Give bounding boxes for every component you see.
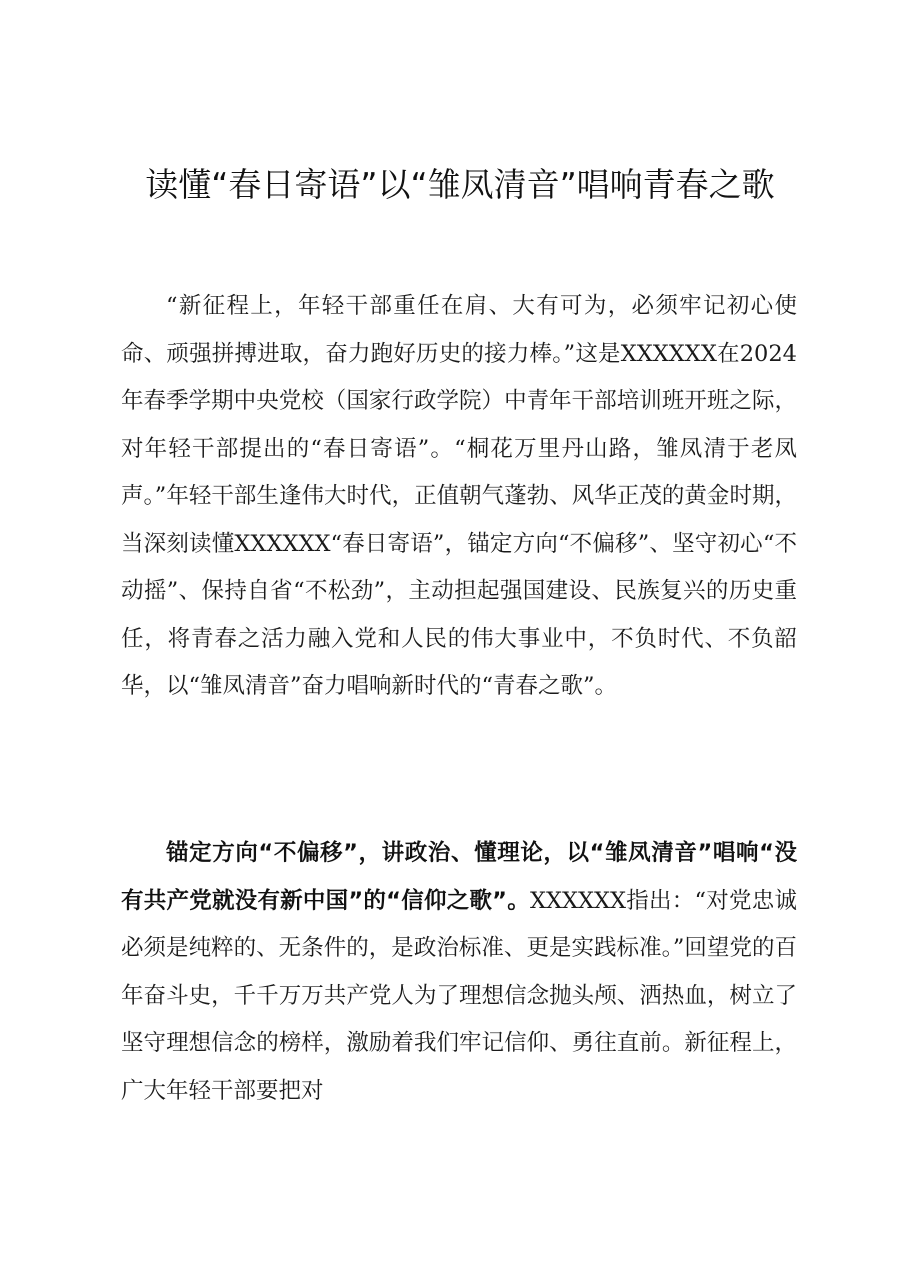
- paragraph-2-text: XXXXXX指出：“对党忠诚必须是纯粹的、无条件的，是政治标准、更是实践标准。”回望党的百年奋斗史，千千万万共产党人为了理想信念抛头颅、洒热血，树立了坚守理想信念的榜样，激励着我们牢记信仰、勇往直前。新征程上，广大年轻干部要把对: [121, 887, 797, 1104]
- paragraph-1-text: “新征程上，年轻干部重任在肩、大有可为，必须牢记初心使命、顽强拼搏进取，奋力跑好历史的接力棒。”这是XXXXXX在2024年春季学期中央党校（国家行政学院）中青年干部培训班开班之际，对年轻干部提出的“春日寄语”。“桐花万里丹山路，雏凤清于老凤声。”年轻干部生逢伟大时代，正值朝气蓬勃、风华正茂的黄金时期，当深刻读懂XXXXXX“春日寄语”，锚定方向“不偏移”、坚守初心“不动摇”、保持自省“不松劲”，主动担起强国建设、民族复兴的历史重任，将青春之活力融入党和人民的伟大事业中，不负时代、不负韶华，以“雏凤清音”奋力唱响新时代的“青春之歌”。: [121, 293, 797, 699]
- paragraph-1: [121, 283, 797, 711]
- article-title: 读懂“春日寄语”以“雏凤清音”唱响青春之歌: [145, 165, 775, 204]
- paragraph-2-lead: 锚定方向“不偏移”，讲政治、懂理论，以“雏凤清音”唱响“没有共产党就没有新中国”的“信仰之歌”。: [121, 840, 797, 914]
- paragraph-2: [121, 830, 797, 1115]
